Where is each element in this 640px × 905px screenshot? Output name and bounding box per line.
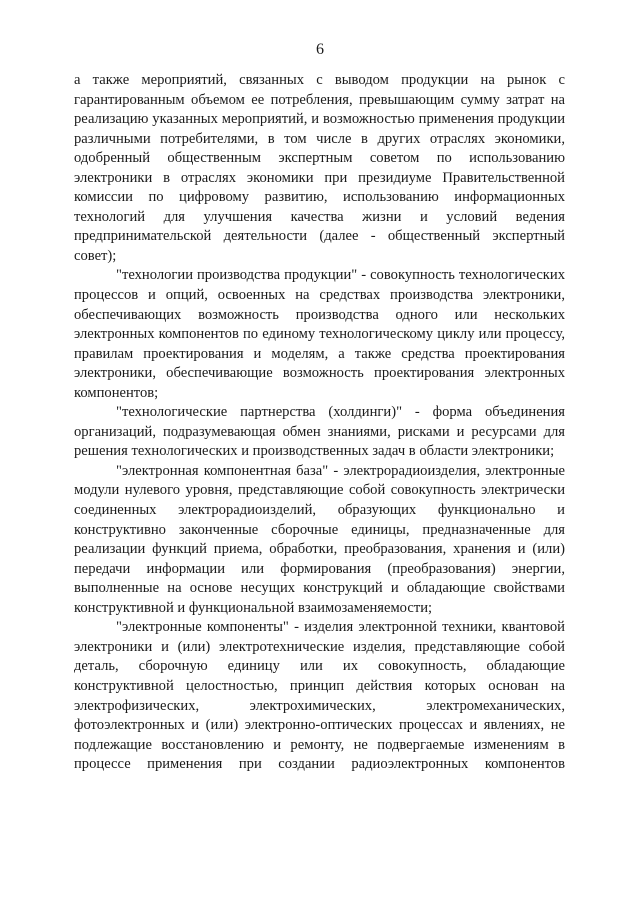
document-body [74,71,565,775]
paragraph-technology-partnerships: "технологические партнерства (холдинги)" - форма объединения организаций, подразумевающая обмен знаниями, рисками и ресурсами для решения технологических и производственных задач в области электроники; [74,404,565,460]
paragraph-electronic-component-base: "электронная компонентная база" - электрорадиоизделия, электронные модули нулевого уровня, представляющие собой совокупность электрически соединенных электрорадиоизделий, образующих функционально и конструктивно законченные сборочные единицы, предназначенные для реализации функций приема, обработки, преобразования, хранения и (или) передачи информации или формирования (преобразования) энергии, выполненные на основе несущих конструкций и обладающие свойствами конструктивной и функциональной взаимозаменяемости; [74,462,565,616]
paragraph-production-technologies: "технологии производства продукции" - совокупность технологических процессов и опций, освоенных на средствах производства электроники, обеспечивающих возможность производства одного или нескольких электронных компонентов по единому технологическому циклу или процессу, правилам проектирования и моделям, а также средства проектирования электроники, обеспечивающие возможность проектирования электронных компонентов; [74,267,565,401]
paragraph-definition-continuation: а также мероприятий, связанных с выводом продукции на рынок с гарантированным объемом ее потребления, превышающим сумму затрат на реализацию указанных мероприятий, и возможностью применения продукции различными потребителями, в том числе в других отраслях экономики, одобренный общественным экспертным советом по использованию электроники в отраслях экономики при президиуме Правительственной комиссии по цифровому развитию, использованию информационных технологий для улучшения качества жизни и условий ведения предпринимательской деятельности (далее - общественный экспертный совет); [74,72,565,264]
page-number: 6 [316,41,324,58]
paragraph-electronic-components: "электронные компоненты" - изделия электронной техники, квантовой электроники и (или) электротехнические изделия, представляющие собой деталь, сборочную единицу или их совокупность, обладающие конструктивной целостностью, принцип действия которых основан на электрофизических, электрохимических, электромеханических, фотоэлектронных и (или) электронно-оптических процессах и явлениях, не подлежащие восстановлению и ремонту, не подвергаемые изменениям в процессе применения при создании радиоэлектронных компонентов [74,619,565,773]
